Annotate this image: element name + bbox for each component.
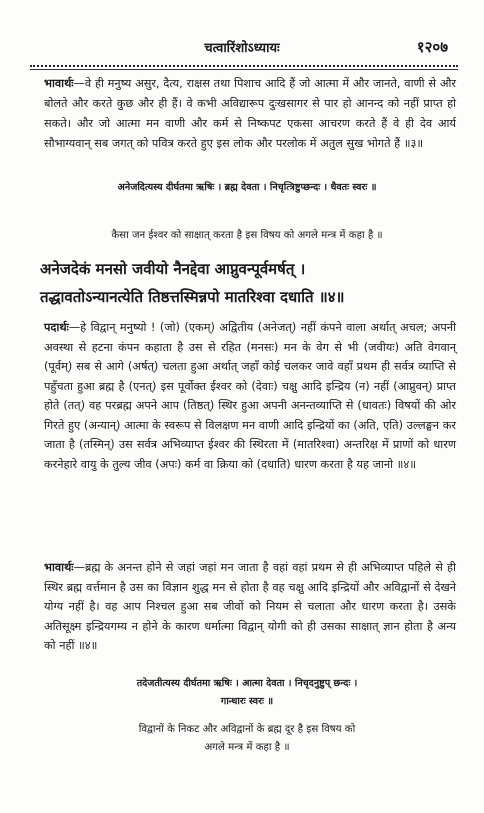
mantra-line-2: तद्धावतोऽन्यानत्येति तिष्ठत्तस्मिन्नपो मातरिश्वा दधाति ॥४॥ [40, 288, 345, 306]
mantra-metadata-line: अनेजदित्यस्य दीर्घतमा ऋषिः । ब्रह्म देवता । निचृत्त्रिष्टुप्छन्दः । धैवतः स्वरः ॥ [117, 182, 377, 193]
bhavartha-text-2: —ब्रह्म के अनन्त होने से जहां जहां मन जाता है वहां वहां प्रथम से ही अभिव्याप्त पहिले से ही स्थिर ब्रह्म वर्त्तमान है उस का विज्ञान शुद्ध मन से होता है वह चक्षु आदि इन्द्रियों और अविद्वानों से देखने योग्य नहीं है। वह आप निश्चल हुआ सब जीवों को नियम से चलाता और धारण करता है। उसके अतिसूक्ष्म इन्द्रियगम्य न होने के कारण धर्मात्मा विद्वान् योगी को ही उसका साक्षात् ज्ञान होता है अन्य को नहीं ॥४॥ [44, 561, 456, 652]
header-dotted-rule [30, 65, 458, 67]
header-rule [30, 69, 458, 70]
page-number: १२०७ [416, 38, 448, 56]
bhavartha-paragraph-1 [44, 74, 456, 154]
padartha-label: पदार्थः [44, 321, 69, 334]
chapter-title: चत्वारिंशोऽध्यायः [204, 41, 280, 56]
mantra-intro-line-3: अगले मन्त्र में कहा है ॥ [204, 742, 290, 753]
mantra-line-1: अनेजदेकं मनसो जवीयो नैनद्देवा आप्नुवन्पूर्वमर्षत् । [40, 260, 306, 278]
mantra-intro-line-2: विद्वानों के निकट और अविद्वानों के ब्रह्म दूर है इस विषय को [138, 724, 356, 735]
padartha-text: —हे विद्वान् मनुष्यो ! (जो) (एकम्) अद्वितीय (अनेजत्) नहीं कंपने वाला अर्थात् अचल; अपनी अवस्था से हटना कंपन कहाता है उस से रहित (मनसः) मन के वेग से भी (जवीयः) अति वेगवान् (पूर्वम्) सब से आगे (अर्षत्) चलता हुआ अर्थात् जहाँ कोई चलकर जावे वहाँ प्रथम ही सर्वत्र व्याप्ति से पहुँचता हुआ ब्रह्म है (एनत्) इस पूर्वोक्त ईश्वर को (देवाः) चक्षु आदि इन्द्रिय (न) नहीं (आप्नुवन्) प्राप्त होते (तत्) वह परब्रह्म अपने आप (तिष्ठत्) स्थिर हुआ अपनी अनन्तव्याप्ति से (धावतः) विषयों की ओर गिरते हुए (अन्यान्) आत्मा के स्वरूप से विलक्षण मन वाणी आदि इन्द्रियों का (अति, एति) उल्लङ्घन कर जाता है (तस्मिन्) उस सर्वत्र अभिव्याप्त ईश्वर की स्थिरता में (मातरिश्वा) अन्तरिक्ष में प्राणों को धारण करनेहारे वायु के तुल्य जीव (अपः) कर्म वा क्रिया को (दधाति) धारण करता है यह जानो ॥४॥ [44, 321, 456, 471]
mantra-intro-line: कैसा जन ईश्वर को साक्षात् करता है इस विषय को अगले मन्त्र में कहा है ॥ [111, 230, 383, 241]
bhavartha-paragraph-2 [44, 558, 456, 656]
mantra-metadata-line-3: गान्धारः स्वरः ॥ [220, 696, 274, 707]
bhavartha-label-2: भावार्थः [44, 561, 74, 574]
mantra-metadata-line-2: तदेजतीत्यस्य दीर्घतमा ऋषिः । आत्मा देवता । निचृदनुष्टुप् छन्दः । [136, 678, 358, 689]
bhavartha-text: —वे ही मनुष्य असुर, दैत्य, राक्षस तथा पिशाच आदि हैं जो आत्मा में और जानते, वाणी से और बोलते और करते कुछ और ही हैं। वे कभी अविद्यारूप दुःखसागर से पार हो आनन्द को नहीं प्राप्त हो सकते। और जो आत्मा मन वाणी और कर्म से निष्कपट एकसा आचरण करते हैं वे ही देव आर्य सौभाग्यवान् सब जगत् को पवित्र करते हुए इस लोक और परलोक में अतुल सुख भोगते हैं ॥३॥ [44, 77, 456, 150]
page-header [0, 34, 484, 62]
padartha-paragraph [44, 318, 456, 474]
bhavartha-label: भावार्थः [44, 77, 74, 90]
